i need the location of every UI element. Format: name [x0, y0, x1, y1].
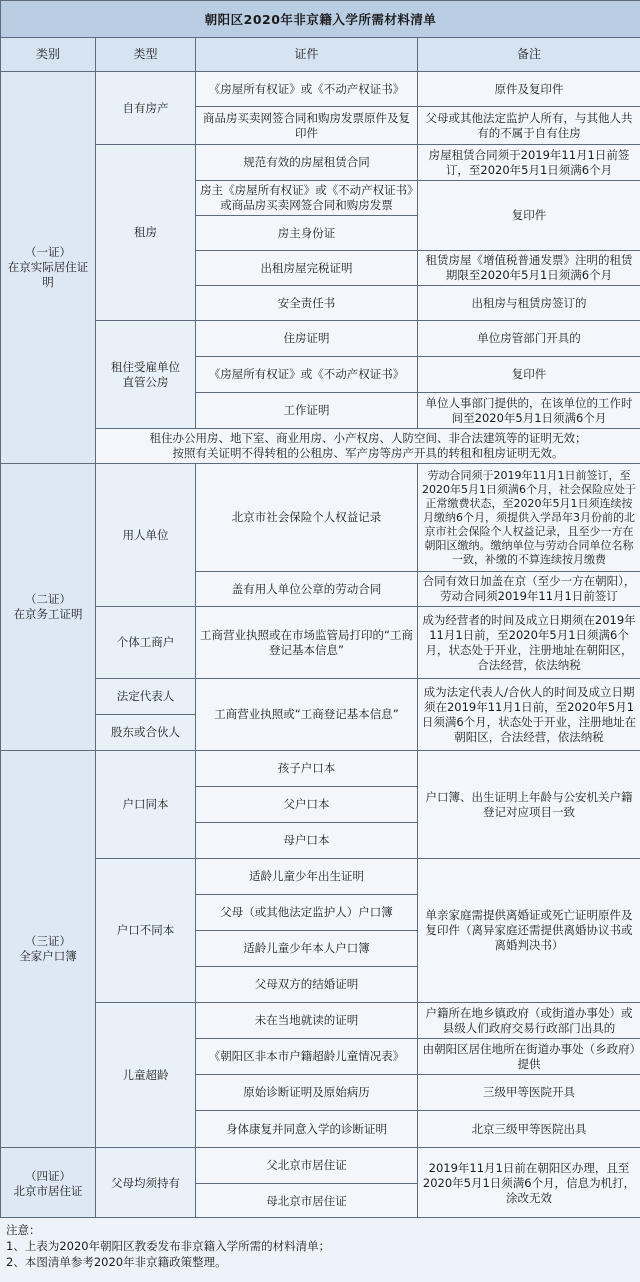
remark-cell: 合同有效日加盖在京（至少一方在朝阳），劳动合同须2019年11月1日前签订 — [418, 572, 640, 607]
footer-line: 注意： — [6, 1223, 41, 1237]
cert-cell: 住房证明 — [196, 321, 418, 357]
footer-line: 1、上表为2020年朝阳区教委发布非京籍入学所需的材料清单； — [6, 1239, 331, 1253]
category-residence-permit — [1, 1148, 96, 1220]
category-label: （三证） — [25, 934, 71, 948]
type-legal-representative: 法定代表人 — [96, 679, 196, 715]
remark-cell: 成为法定代表人/合伙人的时间及成立日期须在2019年11月1日前，至2020年5月1日须满6个月，状态处于开业，注册地址在朝阳区，合法经营，依法纳税 — [418, 679, 640, 751]
category-label: （一证） — [25, 245, 71, 259]
cert-cell: 北京市社会保险个人权益记录 — [196, 464, 418, 572]
remark-cell: 复印件 — [418, 181, 640, 251]
remark-cell: 房屋租赁合同须于2019年11月1日前签订，至2020年5月1日须满6个月 — [418, 145, 640, 181]
remark-cell: 北京三级甲等医院出具 — [418, 1111, 640, 1148]
page-title: 朝阳区2020年非京籍入学所需材料清单 — [1, 1, 640, 38]
type-over-age: 儿童超龄 — [96, 1003, 196, 1148]
type-own-property: 自有房产 — [96, 72, 196, 145]
cert-cell: 《房屋所有权证》或《不动产权证书》 — [196, 72, 418, 107]
note-line: 租住办公用房、地下室、商业用房、小产权房、人防空间、非合法建筑等的证明无效； — [149, 431, 587, 445]
cert-cell: 母户口本 — [196, 823, 418, 859]
cert-cell: 工商营业执照或“工商登记基本信息” — [196, 679, 418, 751]
category-label: （四证） — [25, 1168, 71, 1183]
remark-cell: 由朝阳区居住地所在街道办事处（乡政府）提供 — [418, 1039, 640, 1075]
category-label: 在京务工证明 — [13, 607, 83, 621]
cert-cell: 工作证明 — [196, 393, 418, 429]
cert-cell: 父户口本 — [196, 787, 418, 823]
cert-cell: 父母（或其他法定监护人）户口簿 — [196, 895, 418, 931]
cert-cell: 适龄儿童少年本人户口簿 — [196, 931, 418, 967]
remark-cell: 户口簿、出生证明上年龄与公安机关户籍登记对应项目一致 — [418, 751, 640, 859]
remark-cell: 户籍所在地乡镇政府（或街道办事处）或县级人们政府交易行政部门出具的 — [418, 1003, 640, 1039]
cert-cell: 适龄儿童少年出生证明 — [196, 859, 418, 895]
cert-cell: 身体康复并同意入学的诊断证明 — [196, 1111, 418, 1148]
cert-cell: 工商营业执照或在市场监管局打印的“工商登记基本信息” — [196, 607, 418, 679]
remark-cell: 父母或其他法定监护人所有，与其他人共有的不属于自有住房 — [418, 107, 640, 145]
cert-cell: 未在当地就读的证明 — [196, 1003, 418, 1039]
type-label: 租住受雇单位 — [111, 359, 180, 374]
type-label: 直管公房 — [122, 374, 169, 389]
remark-cell: 三级甲等医院开具 — [418, 1075, 640, 1111]
category-label: 全家户口簿 — [19, 949, 77, 963]
type-both-parents: 父母均须持有 — [96, 1148, 196, 1220]
type-employer: 用人单位 — [96, 464, 196, 607]
section-note — [96, 429, 640, 464]
remark-cell: 复印件 — [418, 357, 640, 393]
header-remark: 备注 — [418, 38, 640, 72]
type-individual-business: 个体工商户 — [96, 607, 196, 679]
cert-cell: 孩子户口本 — [196, 751, 418, 787]
remark-cell: 劳动合同须于2019年11月1日前签订，至2020年5月1日须满6个月，社会保险应处于正常缴费状态，至2020年5月1日须连续按月缴纳6个月，须提供入学昂年3月份前的北京市社会保险个人权益记录，且至少一方在朝阳区缴纳。缴纳单位与劳动合同单位名称一致，补缴的不算连续按月缴费 — [418, 464, 640, 572]
note-line: 按照有关证明不得转租的公租房、军产房等房产开具的转租和租房证明无效。 — [172, 446, 564, 460]
category-label: 北京市居住证 — [13, 1183, 83, 1198]
remark-cell: 成为经营者的时间及成立日期须在2019年11月1日前，至2020年5月1日须满6个月，状态处于开业，注册地址在朝阳区，合法经营，依法纳税 — [418, 607, 640, 679]
cert-cell: 原始诊断证明及原始病历 — [196, 1075, 418, 1111]
type-rent: 租房 — [96, 145, 196, 321]
cert-cell: 出租房屋完税证明 — [196, 251, 418, 286]
remark-cell: 单位房管部门开具的 — [418, 321, 640, 357]
type-same-register: 户口同本 — [96, 751, 196, 859]
cert-cell: 商品房买卖网签合同和购房发票原件及复印件 — [196, 107, 418, 145]
header-certificate: 证件 — [196, 38, 418, 72]
cert-cell: 房主身份证 — [196, 216, 418, 251]
cert-cell: 《房屋所有权证》或《不动产权证书》 — [196, 357, 418, 393]
cert-cell: 《朝阳区非本市户籍超龄儿童情况表》 — [196, 1039, 418, 1075]
category-household-register — [1, 751, 96, 1148]
remark-cell: 单位人事部门提供的，在该单位的工作时间至2020年5月1日须满6个月 — [418, 393, 640, 429]
type-public-housing — [96, 321, 196, 429]
cert-cell: 盖有用人单位公章的劳动合同 — [196, 572, 418, 607]
remark-cell: 原件及复印件 — [418, 72, 640, 107]
cert-cell: 父母双方的结婚证明 — [196, 967, 418, 1003]
category-label: （二证） — [25, 592, 71, 606]
cert-cell: 规范有效的房屋租赁合同 — [196, 145, 418, 181]
cert-cell: 母北京市居住证 — [196, 1184, 418, 1220]
type-shareholder-partner: 股东或合伙人 — [96, 715, 196, 751]
category-work-proof — [1, 464, 96, 751]
header-category: 类别 — [1, 38, 96, 72]
remark-cell: 租赁房屋《增值税普通发票》注明的租赁期限至2020年5月1日须满6个月 — [418, 251, 640, 286]
cert-cell: 父北京市居住证 — [196, 1148, 418, 1184]
remark-cell: 单亲家庭需提供离婚证或死亡证明原件及复印件（离异家庭还需提供离婚协议书或离婚判决书） — [418, 859, 640, 1003]
category-residence-proof — [1, 72, 96, 464]
cert-cell: 房主《房屋所有权证》或《不动产权证书》或商品房买卖网签合同和购房发票 — [196, 181, 418, 216]
remark-cell: 2019年11月1日前在朝阳区办理，且至2020年5月1日须满6个月，信息为机打，涂改无效 — [418, 1148, 640, 1220]
footer-line: 2、本图清单参考2020年非京籍政策整理。 — [6, 1255, 227, 1269]
header-type: 类型 — [96, 38, 196, 72]
footer-notes — [0, 1217, 640, 1282]
cert-cell: 安全责任书 — [196, 286, 418, 321]
category-label: 在京实际居住证明 — [7, 260, 89, 289]
type-different-register: 户口不同本 — [96, 859, 196, 1003]
remark-cell: 出租房与租赁房签订的 — [418, 286, 640, 321]
